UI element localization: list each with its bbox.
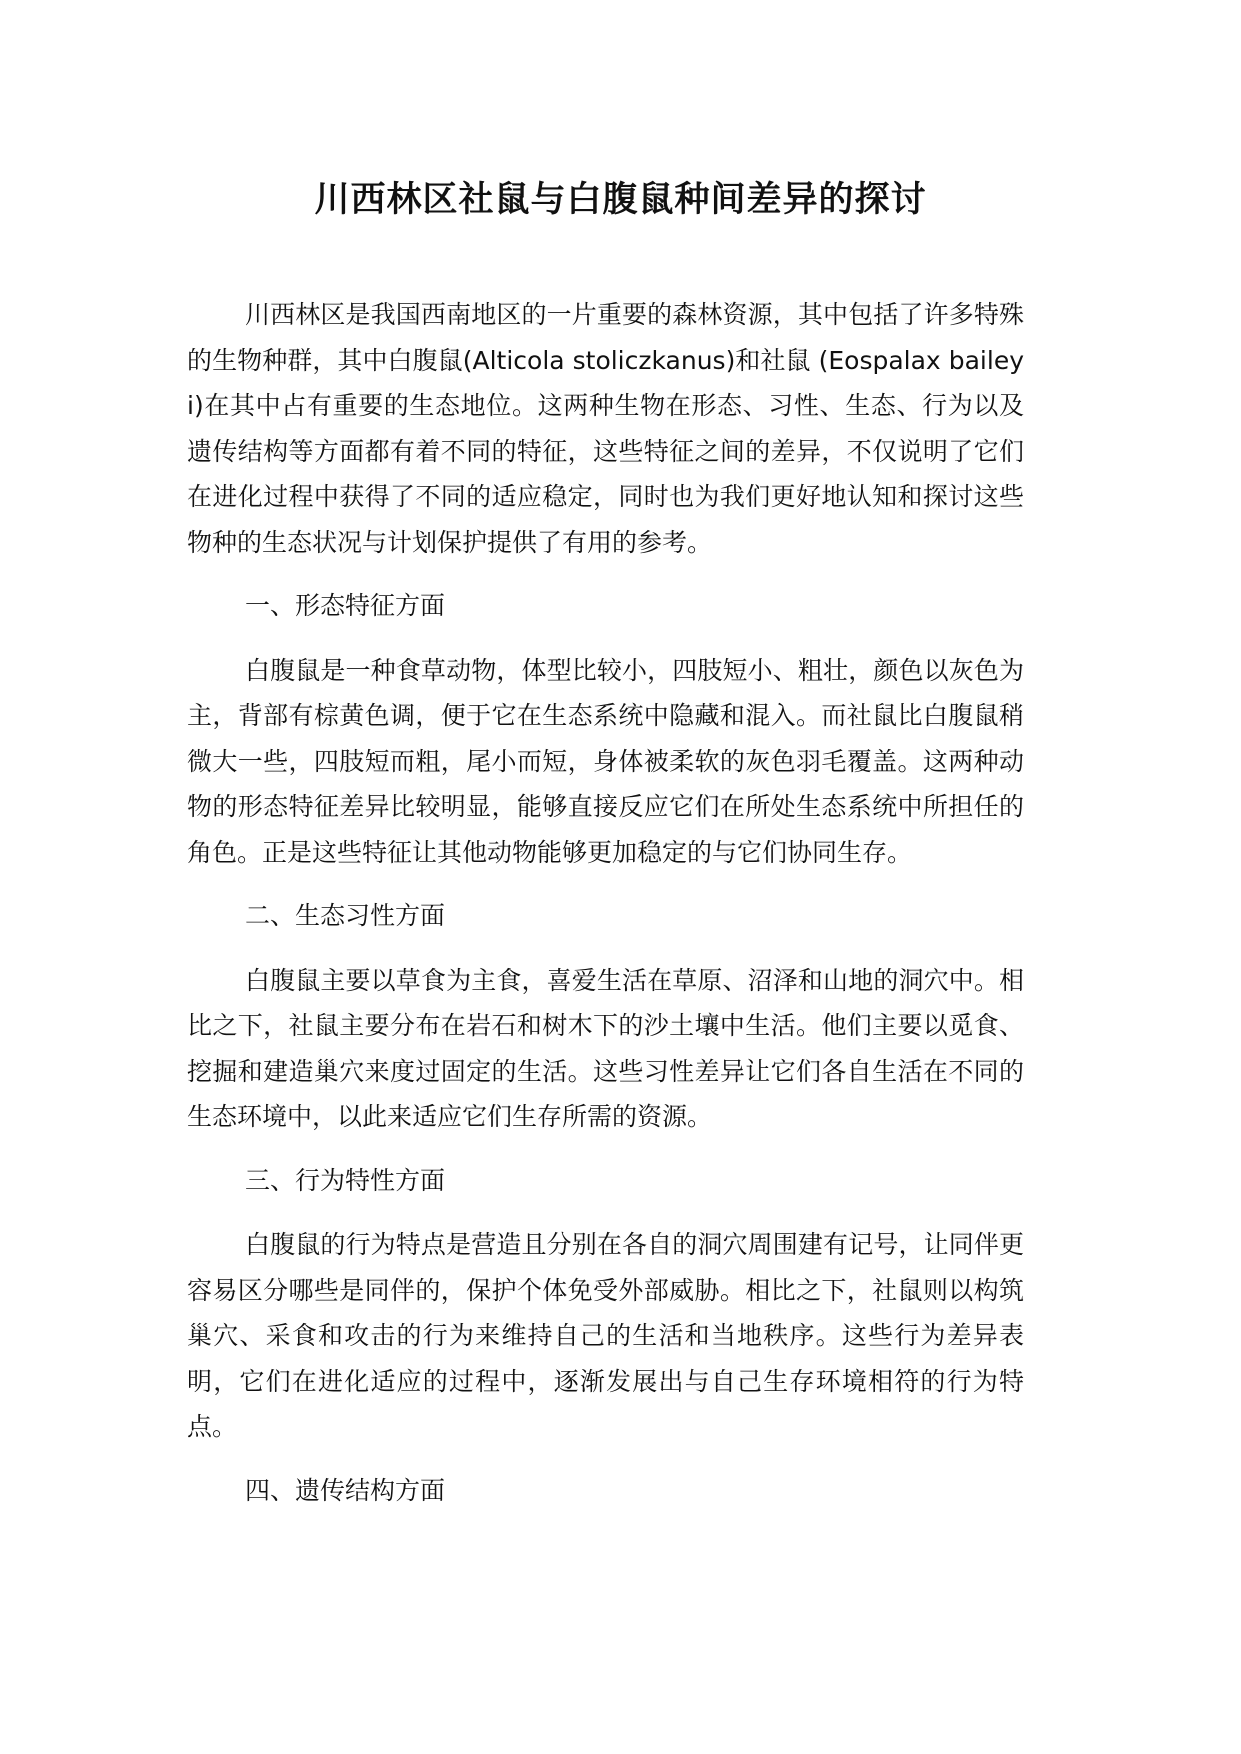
paragraph-intro: 川西林区是我国西南地区的一片重要的森林资源，其中包括了许多特殊的生物种群，其中白腹鼠(Alticola stoliczkanus)和社鼠 (Eospalax baileyi)在其中占有重要的生态地位。这两种生物在形态、习性、生态、行为以及遗传结构等方面都有着不同的特征，这些特征之间的差异，不仅说明了它们在进化过程中获得了不同的适应稳定，同时也为我们更好地认知和探讨这些物种的生态状况与计划保护提供了有用的参考。 bbox=[187, 300, 1024, 557]
document-title: 川西林区社鼠与白腹鼠种间差异的探讨 bbox=[314, 180, 927, 220]
section-heading-morphology: 一、形态特征方面 bbox=[245, 591, 446, 620]
section-heading-behavior: 三、行为特性方面 bbox=[245, 1165, 446, 1195]
document-body bbox=[187, 292, 1024, 1532]
paragraph-ecological-habits: 白腹鼠主要以草食为主食，喜爱生活在草原、沼泽和山地的洞穴中。相比之下，社鼠主要分布在岩石和树木下的沙土壤中生活。他们主要以觅食、挖掘和建造巢穴来度过固定的生活。这些习性差异让它们各自生活在不同的生态环境中，以此来适应它们生存所需的资源。 bbox=[187, 965, 1024, 1131]
section-heading-genetic-structure: 四、遗传结构方面 bbox=[245, 1475, 446, 1505]
section-heading-ecological-habits: 二、生态习性方面 bbox=[245, 901, 446, 930]
paragraph-behavior: 白腹鼠的行为特点是营造且分别在各自的洞穴周围建有记号，让同伴更容易区分哪些是同伴的，保护个体免受外部威胁。相比之下，社鼠则以构筑巢穴、采食和攻击的行为来维持自己的生活和当地秩序。这些行为差异表明，它们在进化适应的过程中，逐渐发展出与自己生存环境相符的行为特点。 bbox=[187, 1230, 1024, 1441]
paragraph-morphology: 白腹鼠是一种食草动物，体型比较小，四肢短小、粗壮，颜色以灰色为主，背部有棕黄色调，便于它在生态系统中隐藏和混入。而社鼠比白腹鼠稍微大一些，四肢短而粗，尾小而短，身体被柔软的灰色羽毛覆盖。这两种动物的形态特征差异比较明显，能够直接反应它们在所处生态系统中所担任的角色。正是这些特征让其他动物能够更加稳定的与它们协同生存。 bbox=[187, 655, 1024, 867]
